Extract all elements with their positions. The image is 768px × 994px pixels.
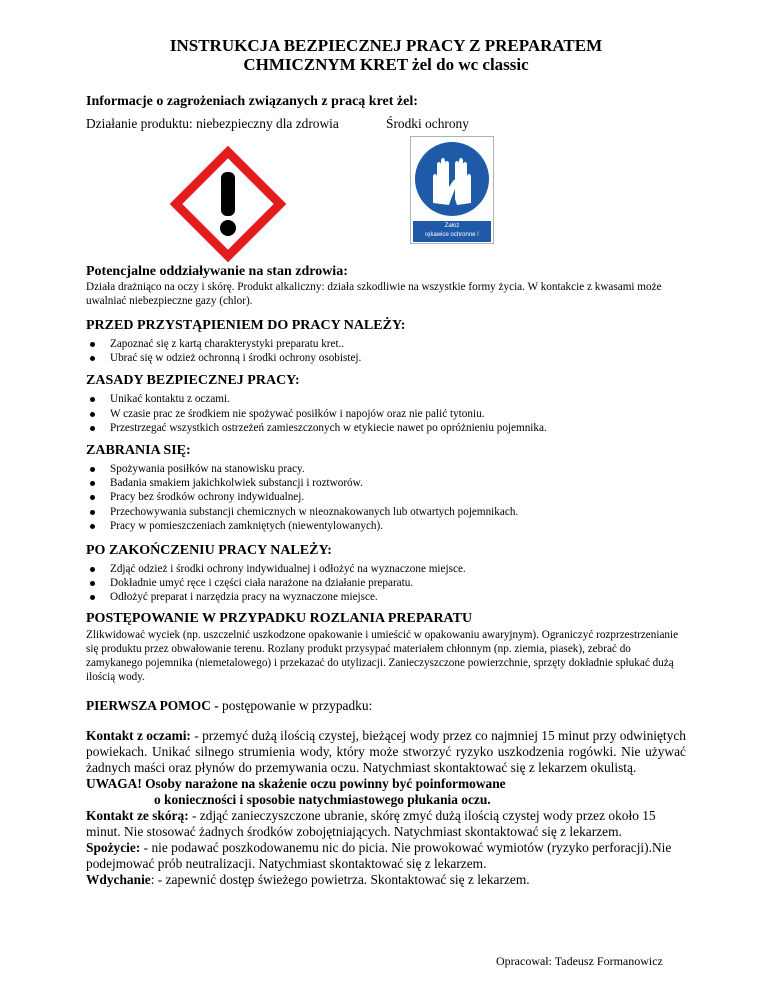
- forbidden-heading: ZABRANIA SIĘ:: [86, 443, 191, 459]
- document-page: [86, 36, 686, 888]
- list-item: Pracy w pomieszczeniach zamkniętych (niewentylowanych).: [86, 519, 686, 533]
- list-item: Przestrzegać wszystkich ostrzeżeń zamieszczonych w etykiecie nawet po opróżnieniu pojemnika.: [86, 421, 686, 435]
- first-aid-heading: PIERWSZA POMOC - postępowanie w przypadku:: [86, 697, 373, 713]
- forbidden-list: [86, 462, 686, 533]
- list-item: Badania smakiem jakichkolwiek substancji i roztworów.: [86, 476, 686, 490]
- gloves-sign: [410, 136, 494, 244]
- list-item: Spożywania posiłków na stanowisku pracy.: [86, 462, 686, 476]
- product-action-label: Działanie produktu: niebezpieczny dla zdrowia: [86, 116, 339, 131]
- list-item: Unikać kontaktu z oczami.: [86, 392, 686, 406]
- after-work-heading: PO ZAKOŃCZENIU PRACY NALEŻY:: [86, 543, 332, 559]
- list-item: Zapoznać się z kartą charakterystyki preparatu kret..: [86, 337, 686, 351]
- title-line-2: CHMICZNYM KRET żel do wc classic: [243, 55, 529, 74]
- health-heading: Potencjalne oddziaływanie na stan zdrowia:: [86, 264, 348, 279]
- safety-rules-list: [86, 392, 686, 435]
- after-work-list: [86, 562, 686, 605]
- list-item: Odłożyć preparat i narzędzia pracy na wyznaczone miejsce.: [86, 590, 686, 604]
- hazards-heading: Informacje o zagrożeniach związanych z pracą kret żel:: [86, 94, 418, 109]
- spill-heading: POSTĘPOWANIE W PRZYPADKU ROZLANIA PREPARATU: [86, 610, 473, 626]
- spill-text: Zlikwidować wyciek (np. uszczelnić uszkodzone opakowanie i umieścić w opakowaniu awaryjnym). Ograniczyć rozprzestrzenianie się produktu przez obwałowanie terenu. Rozlany produkt przysypać materiałem chłonnym (np. ziemia, piasek), zebrać do zamykanego pojemnika (niemetalowego) i przekazać do utylizacji. Zanieczyszczone powierzchnie, sprzęty dokładnie spłukać dużą ilością wody.: [86, 628, 679, 683]
- before-work-heading: PRZED PRZYSTĄPIENIEM DO PRACY NALEŻY:: [86, 318, 406, 333]
- list-item: Dokładnie umyć ręce i części ciała narażone na działanie preparatu.: [86, 576, 686, 590]
- first-aid-ingestion: Spożycie: - nie podawać poszkodowanemu nic do picia. Nie prowokować wymiotów (ryzyko perforacji).Nie podejmować prób neutralizacji. Natychmiast skontaktować się z lekarzem.: [86, 839, 672, 871]
- first-aid-eyes: Kontakt z oczami: - przemyć dużą ilością czystej, bieżącej wody przez co najmniej 15 minut przy odwiniętych powiekach. Unikać silnego strumienia wody, który może stworzyć ryzyko uszkodzenia rogówki. Nie używać żadnych maści oraz płynów do przemywania oczu. Natychmiast skontaktować się z lekarzem okulistą.: [86, 727, 686, 775]
- document-title: [86, 36, 686, 74]
- first-aid-warning: UWAGA! Osoby narażone na skażenie oczu powinny być poinformowane o konieczności i sposobie natychmiastowego płukania oczu.: [86, 775, 506, 807]
- protective-gloves-icon: [411, 137, 493, 221]
- gloves-sign-caption: Założ rękawice ochronne !: [413, 221, 491, 242]
- exclamation-hazard-icon: [170, 146, 286, 262]
- list-item: Pracy bez środków ochrony indywidualnej.: [86, 490, 686, 504]
- health-text: Działa drażniąco na oczy i skórę. Produkt alkaliczny: działa szkodliwie na wszystkie formy życia. W kontakcie z kwasami może uwalniać niebezpieczne gazy (chlor).: [86, 281, 662, 307]
- title-line-1: INSTRUKCJA BEZPIECZNEJ PRACY Z PREPARATEM: [169, 36, 603, 55]
- list-item: Ubrać się w odzież ochronną i środki ochrony osobistej.: [86, 351, 686, 365]
- before-work-list: [86, 337, 686, 365]
- list-item: Przechowywania substancji chemicznych w nieoznakowanych lub otwartych pojemnikach.: [86, 505, 686, 519]
- list-item: Zdjąć odzież i środki ochrony indywidualnej i odłożyć na wyznaczone miejsce.: [86, 562, 686, 576]
- author-footer: Opracował: Tadeusz Formanowicz: [496, 954, 663, 968]
- list-item: W czasie prac ze środkiem nie spożywać posiłków i napojów oraz nie palić tytoniu.: [86, 407, 686, 421]
- first-aid-inhalation: Wdychanie: - zapewnić dostęp świeżego powietrza. Skontaktować się z lekarzem.: [86, 871, 530, 887]
- protection-label: Środki ochrony: [386, 116, 469, 131]
- hazard-pictograms-row: [86, 116, 686, 266]
- first-aid-skin: Kontakt ze skórą: - zdjąć zanieczyszczone ubranie, skórę zmyć dużą ilością czystej wody przez około 15 minut. Nie stosować żadnych środków zobojętniających. Natychmiast skontaktować się z lekarzem.: [86, 807, 656, 839]
- safety-rules-heading: ZASADY BEZPIECZNEJ PRACY:: [86, 373, 300, 389]
